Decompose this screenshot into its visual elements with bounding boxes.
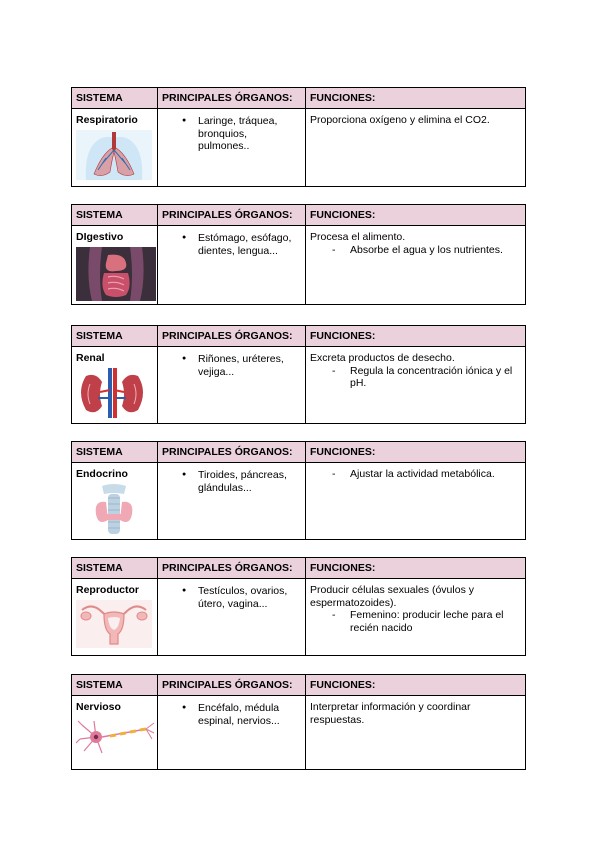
system-table-endocrino (71, 441, 526, 540)
table-row (72, 579, 526, 656)
organs-item: ● Testículos, ovarios, útero, vagina... (198, 585, 301, 610)
organs-cell (158, 463, 306, 540)
functions-cell (306, 347, 526, 424)
system-cell (72, 109, 158, 187)
table-header-row (72, 442, 526, 463)
system-table-renal (71, 325, 526, 424)
function-sub-item: - Femenino: producir leche para el recién nacido (350, 609, 521, 634)
header-functions: FUNCIONES: (306, 558, 526, 579)
system-name: Reproductor (76, 584, 139, 596)
functions-cell (306, 226, 526, 305)
organs-item: ● Laringe, tráquea, bronquios, pulmones.. (198, 115, 301, 153)
header-organs: PRINCIPALES ÓRGANOS: (158, 205, 306, 226)
table-header-row (72, 558, 526, 579)
organs-cell (158, 696, 306, 770)
table-row (72, 226, 526, 305)
organs-item: ● Tiroides, páncreas, glándulas... (198, 469, 301, 494)
function-sub-item: - Ajustar la actividad metabólica. (350, 468, 521, 481)
organs-item: ● Estómago, esófago, dientes, lengua... (198, 232, 301, 257)
table-header-row (72, 675, 526, 696)
system-name: DIgestivo (76, 231, 124, 243)
neuron-illustration (76, 717, 156, 757)
function-main: Interpretar información y coordinar respuestas. (310, 701, 471, 726)
function-sub-item: - Regula la concentración iónica y el pH. (350, 365, 521, 390)
header-system: SISTEMA (72, 558, 158, 579)
system-cell (72, 226, 158, 305)
digestive-system-illustration (76, 247, 156, 301)
system-table-reproductor (71, 557, 526, 656)
header-organs: PRINCIPALES ÓRGANOS: (158, 326, 306, 347)
function-main: Procesa el alimento. (310, 231, 406, 243)
organs-cell (158, 579, 306, 656)
system-cell (72, 696, 158, 770)
header-organs: PRINCIPALES ÓRGANOS: (158, 88, 306, 109)
header-functions: FUNCIONES: (306, 205, 526, 226)
header-system: SISTEMA (72, 326, 158, 347)
header-system: SISTEMA (72, 205, 158, 226)
system-name: Respiratorio (76, 114, 138, 126)
header-organs: PRINCIPALES ÓRGANOS: (158, 558, 306, 579)
functions-cell (306, 109, 526, 187)
system-table-nervioso (71, 674, 526, 770)
system-name: Renal (76, 352, 105, 364)
header-functions: FUNCIONES: (306, 88, 526, 109)
system-table-digestivo (71, 204, 526, 305)
thyroid-illustration (76, 484, 152, 536)
lungs-illustration (76, 130, 152, 180)
function-main: Excreta productos de desecho. (310, 352, 455, 364)
table-row (72, 463, 526, 540)
header-functions: FUNCIONES: (306, 675, 526, 696)
system-cell (72, 463, 158, 540)
system-table-respiratorio (71, 87, 526, 187)
system-cell (72, 579, 158, 656)
organs-cell (158, 347, 306, 424)
header-organs: PRINCIPALES ÓRGANOS: (158, 675, 306, 696)
functions-cell (306, 696, 526, 770)
table-row (72, 696, 526, 770)
system-cell (72, 347, 158, 424)
header-system: SISTEMA (72, 88, 158, 109)
table-header-row (72, 326, 526, 347)
table-row (72, 109, 526, 187)
kidney-illustration (76, 368, 148, 418)
organs-item: ● Riñones, uréteres, vejiga... (198, 353, 301, 378)
header-functions: FUNCIONES: (306, 442, 526, 463)
header-organs: PRINCIPALES ÓRGANOS: (158, 442, 306, 463)
system-name: Endocrino (76, 468, 128, 480)
table-header-row (72, 88, 526, 109)
header-functions: FUNCIONES: (306, 326, 526, 347)
uterus-illustration (76, 600, 152, 648)
functions-cell (306, 463, 526, 540)
table-header-row (72, 205, 526, 226)
header-system: SISTEMA (72, 675, 158, 696)
organs-cell (158, 226, 306, 305)
organs-cell (158, 109, 306, 187)
function-sub-item: - Absorbe el agua y los nutrientes. (350, 244, 521, 257)
function-main: Producir células sexuales (óvulos y espermatozoides). (310, 584, 474, 609)
header-system: SISTEMA (72, 442, 158, 463)
function-main: Proporciona oxígeno y elimina el CO2. (310, 114, 490, 126)
system-name: Nervioso (76, 701, 121, 713)
organs-item: ● Encéfalo, médula espinal, nervios... (198, 702, 301, 727)
table-row (72, 347, 526, 424)
functions-cell (306, 579, 526, 656)
